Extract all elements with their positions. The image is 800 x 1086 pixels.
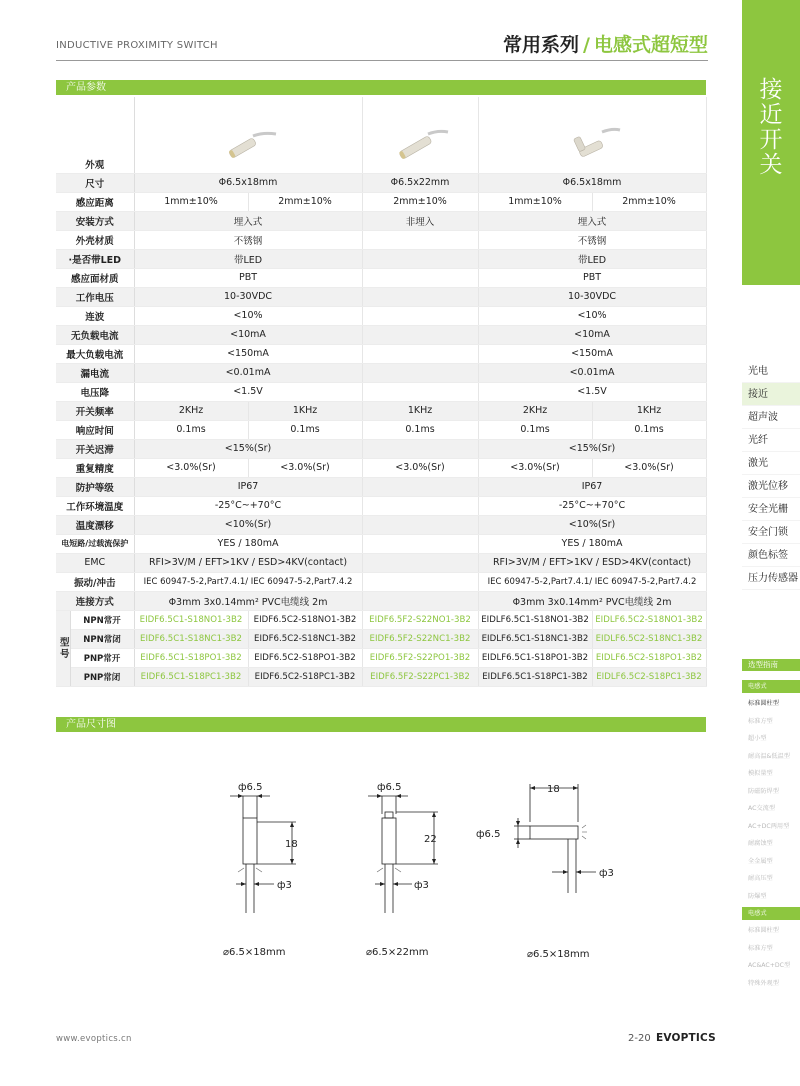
table-row [56,572,706,591]
cell: 2mm±10% [592,192,706,211]
cell-empty [362,553,478,572]
guide-item[interactable]: 耐高温&低温型 [748,752,790,760]
guide-item[interactable]: 标准圆柱型 [748,700,779,707]
cell: 1KHz [248,401,362,420]
cell: 带LED [134,249,362,268]
cell: IP67 [478,477,706,496]
row-label: 感应面材质 [56,268,134,287]
side-menu-item[interactable]: 激光位移 [742,475,800,498]
cell: PBT [134,268,362,287]
model-code: EIDLF6.5C1-S18NO1-3B2 [478,610,592,629]
cell: <3.0%(Sr) [248,458,362,477]
side-menu-item[interactable]: 激光 [742,452,800,475]
cell: Φ6.5x18mm [478,173,706,192]
cell: 不锈钢 [478,230,706,249]
row-label: 感应距离 [56,192,134,211]
cell: <10%(Sr) [134,515,362,534]
row-label: 尺寸 [56,173,134,192]
table-row [56,515,706,534]
cell: <3.0%(Sr) [592,458,706,477]
cell: <1.5V [478,382,706,401]
dim-cable-1: ф3 [277,880,292,891]
guide-item[interactable]: 超小型 [748,735,767,742]
guide-list [742,678,800,992]
cell: Φ6.5x22mm [362,173,478,192]
cell: <15%(Sr) [478,439,706,458]
cell: Φ3mm 3x0.14mm² PVC电缆线 2m [134,591,362,610]
cell: 埋入式 [134,211,362,230]
title-separator: / [583,34,590,56]
side-menu [742,360,800,590]
side-menu-item[interactable]: 光电 [742,360,800,383]
section-bar-params: 产品参数 [56,80,706,95]
dim-diameter-3: ф6.5 [476,829,501,840]
cell-empty [362,287,478,306]
table-row [56,477,706,496]
cell-empty [362,249,478,268]
sensor-straight-long-icon [390,118,450,168]
cell: Φ3mm 3x0.14mm² PVC电缆线 2m [478,591,706,610]
row-label: 连波 [56,306,134,325]
cell: 1KHz [362,401,478,420]
row-label: 外壳材质 [56,230,134,249]
table-row [56,382,706,401]
cell: 1mm±10% [134,192,248,211]
model-code: EIDLF6.5C1-S18PO1-3B2 [478,648,592,667]
cell-empty [362,268,478,287]
cell: <0.01mA [478,363,706,382]
guide-item[interactable]: 耐腐蚀型 [748,840,773,847]
guide-item[interactable]: AC交流型 [748,805,776,812]
dim-length-2: 22 [424,834,437,845]
cell: RFI>3V/M / EFT>1KV / ESD>4KV(contact) [134,553,362,572]
model-code: EIDF6.5F2-S22NO1-3B2 [362,610,478,629]
side-menu-item[interactable]: 颜色标签 [742,544,800,567]
table-row [56,591,706,610]
header-divider [56,60,708,61]
row-label: NPN常开 [70,610,134,629]
side-menu-item[interactable]: 接近 [742,383,800,406]
cell-empty [362,382,478,401]
cell: <10% [134,306,362,325]
guide-item[interactable]: 标准方型 [748,944,773,952]
cell-empty [362,306,478,325]
page-number: 2-20 [628,1033,651,1044]
row-label: 振动/冲击 [56,572,134,591]
guide-item[interactable]: 防爆型 [748,892,767,900]
cell-empty [362,572,478,591]
cell-empty [362,325,478,344]
cell: 0.1ms [478,420,592,439]
cell-empty [362,591,478,610]
table-row [56,439,706,458]
cell: <3.0%(Sr) [362,458,478,477]
product-photo-3 [478,97,706,173]
footer-url: www.evoptics.cn [56,1034,132,1044]
cell-empty [362,363,478,382]
table-row [56,420,706,439]
drawing-caption-3: ⌀6.5×18mm [527,949,590,960]
sensor-right-angle-icon [562,118,622,168]
row-label: 工作电压 [56,287,134,306]
table-row [56,401,706,420]
cell: 1mm±10% [478,192,592,211]
model-code: EIDF6.5C1-S18NC1-3B2 [134,629,248,648]
model-code: EIDLF6.5C2-S18NC1-3B2 [592,629,706,648]
side-menu-item[interactable]: 压力传感器 [742,567,800,590]
model-code: EIDF6.5F2-S22NC1-3B2 [362,629,478,648]
guide-item[interactable]: 全金属型 [748,857,773,865]
row-label: 工作环境温度 [56,496,134,515]
model-code: EIDLF6.5C1-S18NC1-3B2 [478,629,592,648]
cell: 带LED [478,249,706,268]
dim-diameter-2: ф6.5 [377,782,402,793]
table-row [56,192,706,211]
page-title [503,30,708,57]
row-label: 温度漂移 [56,515,134,534]
model-code: EIDF6.5C1-S18PC1-3B2 [134,667,248,686]
cell: 2mm±10% [248,192,362,211]
guide-item[interactable]: 耐高压型 [748,875,773,882]
row-label: PNP常闭 [70,667,134,686]
category-tab-label: 接近开关 [759,77,783,178]
cell: 10-30VDC [134,287,362,306]
cell: IEC 60947-5-2,Part7.4.1/ IEC 60947-5-2,Part7.4.2 [478,572,706,591]
guide-item[interactable]: AC+DC两用型 [748,822,790,830]
cell: 0.1ms [134,420,248,439]
cell: RFI>3V/M / EFT>1KV / ESD>4KV(contact) [478,553,706,572]
header-subtitle: INDUCTIVE PROXIMITY SWITCH [56,40,218,51]
title-series: 常用系列 [503,34,580,56]
table-row [56,211,706,230]
model-code: EIDF6.5C2-S18PO1-3B2 [248,648,362,667]
row-label: EMC [56,553,134,572]
appearance-row [56,97,706,173]
table-row [56,363,706,382]
cell: <3.0%(Sr) [134,458,248,477]
cell: 0.1ms [362,420,478,439]
model-code: EIDLF6.5C1-S18PC1-3B2 [478,667,592,686]
row-label: NPN常闭 [70,629,134,648]
dim-cable-3: ф3 [599,868,614,879]
guide-item[interactable]: 标准方型 [748,717,773,725]
model-row [56,667,706,686]
model-code: EIDLF6.5C2-S18PO1-3B2 [592,648,706,667]
cell: -25°C~+70°C [134,496,362,515]
model-code: EIDF6.5C2-S18NO1-3B2 [248,610,362,629]
side-menu-item[interactable]: 超声波 [742,406,800,429]
model-code: EIDLF6.5C2-S18PC1-3B2 [592,667,706,686]
side-menu-item[interactable]: 光纤 [742,429,800,452]
product-photo-1 [134,97,362,173]
cell: <10mA [478,325,706,344]
guide-category[interactable]: 电感式 [742,907,800,920]
cell: IP67 [134,477,362,496]
cell-empty [362,230,478,249]
row-label: 最大负载电流 [56,344,134,363]
product-photo-2 [362,97,478,173]
side-menu-item[interactable]: 安全门锁 [742,521,800,544]
row-label: 漏电流 [56,363,134,382]
cell: <10mA [134,325,362,344]
cell: 非埋入 [362,211,478,230]
section-bar-dims: 产品尺寸图 [56,717,706,732]
row-label: 防护等级 [56,477,134,496]
cell-empty [362,439,478,458]
row-label: PNP常开 [70,648,134,667]
cell: 2KHz [134,401,248,420]
guide-item[interactable]: 模拟量型 [748,770,773,777]
dim-length-3: 18 [547,784,560,795]
cell: PBT [478,268,706,287]
dimension-drawings [200,768,650,958]
guide-category[interactable]: 电感式 [742,680,800,693]
model-code: EIDF6.5F2-S22PO1-3B2 [362,648,478,667]
table-row [56,458,706,477]
table-row [56,287,706,306]
table-row [56,173,706,192]
guide-item[interactable]: 标准圆柱型 [748,927,779,934]
cell: 埋入式 [478,211,706,230]
model-code: EIDLF6.5C2-S18NO1-3B2 [592,610,706,629]
model-row [56,648,706,667]
cell: <15%(Sr) [134,439,362,458]
cell: YES / 180mA [478,534,706,553]
model-code: EIDF6.5C2-S18NC1-3B2 [248,629,362,648]
row-label: 外观 [56,97,134,173]
cell: 不锈钢 [134,230,362,249]
cell: Φ6.5x18mm [134,173,362,192]
guide-title: 选型指南 [742,659,800,671]
model-code: EIDF6.5C1-S18NO1-3B2 [134,610,248,629]
table-row [56,325,706,344]
cell: <150mA [134,344,362,363]
cell: <1.5V [134,382,362,401]
cell: 2KHz [478,401,592,420]
guide-item[interactable]: 特殊外观型 [748,979,779,987]
table-row [56,344,706,363]
cell-empty [362,477,478,496]
spec-table [56,97,707,687]
row-label: 重复精度 [56,458,134,477]
cell-empty [362,534,478,553]
side-menu-item[interactable]: 安全光栅 [742,498,800,521]
model-code: EIDF6.5F2-S22PC1-3B2 [362,667,478,686]
cell: <0.01mA [134,363,362,382]
row-label: 连接方式 [56,591,134,610]
cell: 10-30VDC [478,287,706,306]
cell: IEC 60947-5-2,Part7.4.1/ IEC 60947-5-2,Part7.4.2 [134,572,362,591]
cell: 1KHz [592,401,706,420]
table-row [56,249,706,268]
model-code: EIDF6.5C1-S18PO1-3B2 [134,648,248,667]
row-label: 安装方式 [56,211,134,230]
table-row [56,306,706,325]
dim-diameter-1: ф6.5 [238,782,263,793]
model-row [56,610,706,629]
cell: <3.0%(Sr) [478,458,592,477]
dim-length-1: 18 [285,839,298,850]
cell: <150mA [478,344,706,363]
table-row [56,230,706,249]
cell-empty [362,344,478,363]
row-label: 电短路/过载流保护 [56,534,134,553]
sensor-straight-icon [218,118,278,168]
title-type: 电感式超短型 [593,34,708,56]
dim-cable-2: ф3 [414,880,429,891]
row-label: ·是否带LED [56,249,134,268]
cell: <10%(Sr) [478,515,706,534]
row-label: 无负载电流 [56,325,134,344]
cell-empty [362,515,478,534]
drawing-caption-2: ⌀6.5×22mm [366,947,429,958]
cell: -25°C~+70°C [478,496,706,515]
model-code: EIDF6.5C2-S18PC1-3B2 [248,667,362,686]
table-row [56,496,706,515]
row-label: 电压降 [56,382,134,401]
cell: YES / 180mA [134,534,362,553]
drawing-caption-1: ⌀6.5×18mm [223,947,286,958]
model-row [56,629,706,648]
cell: <10% [478,306,706,325]
cell: 2mm±10% [362,192,478,211]
guide-item[interactable]: AC&AC+DC型 [748,962,791,969]
cell: 0.1ms [248,420,362,439]
brand-logo: EVOPTICS [656,1032,716,1044]
table-row [56,268,706,287]
cell: 0.1ms [592,420,706,439]
model-label: 型号 [56,610,70,686]
row-label: 开关频率 [56,401,134,420]
guide-item[interactable]: 防磁防焊型 [748,787,779,795]
table-row [56,534,706,553]
row-label: 响应时间 [56,420,134,439]
table-row [56,553,706,572]
cell-empty [362,496,478,515]
row-label: 开关迟滞 [56,439,134,458]
